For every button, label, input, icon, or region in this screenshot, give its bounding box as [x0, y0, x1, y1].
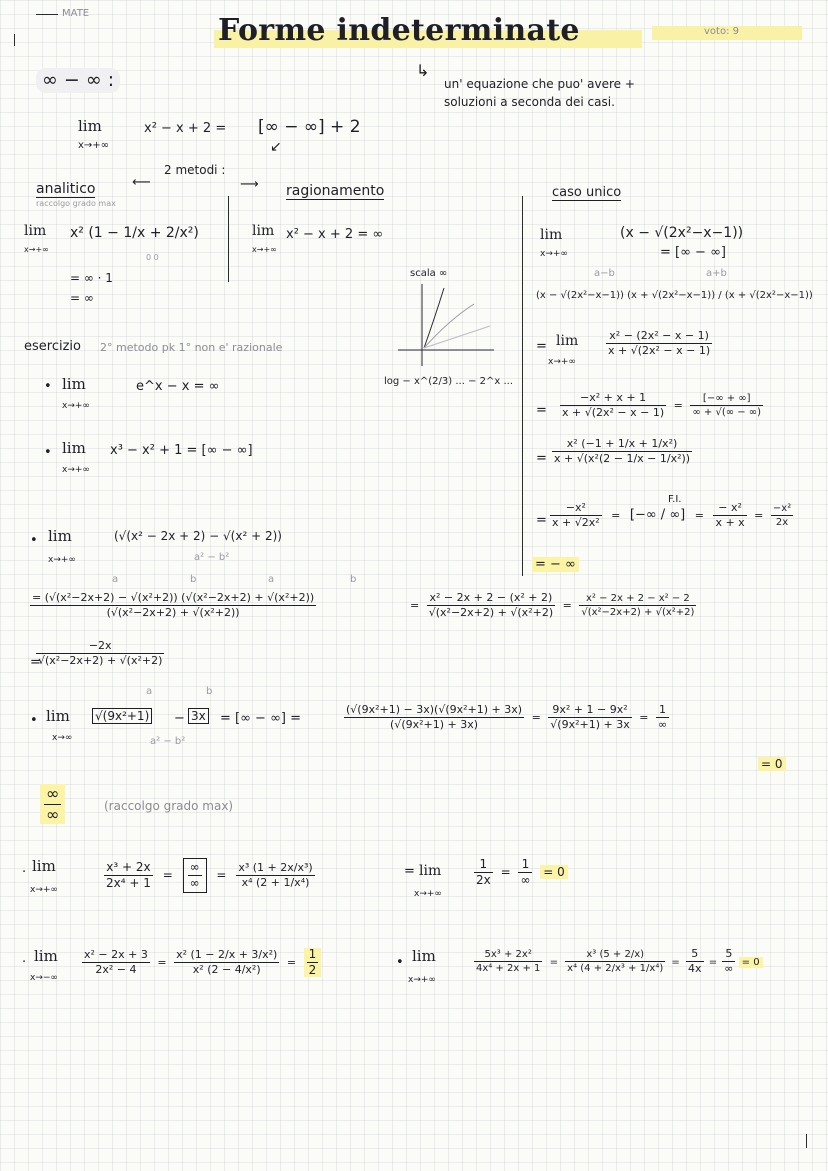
caso-expr: (x − √(2x²−x−1)) — [620, 225, 744, 241]
l2-frac: $\frac{\text{x² − 2x + 3}}{\text{2x² − 4}}$ = $\frac{\text{x² (1 − 2/x + 3/x²)}}{\text{x² (2 − 4/x²)}}$ = $\frac{1}{2}$ — [82, 948, 321, 977]
caso-step2-sub: x→+∞ — [548, 357, 576, 367]
l1-g-num: 1 — [474, 858, 493, 873]
margin-bracket — [14, 34, 15, 46]
e1-expr: e^x − x = ∞ — [136, 379, 220, 394]
inf-heading-den: ∞ — [46, 804, 60, 824]
e4-r-den: √(9x²+1) + 3x — [550, 718, 630, 732]
bullet-l2: · — [22, 955, 27, 970]
e4-b — [188, 710, 209, 723]
l1-result: = 0 — [540, 865, 568, 879]
down-arrow-icon: ↙ — [270, 139, 282, 155]
caso-step5-den: x + √2x² — [552, 516, 600, 530]
e4-inf: ∞ — [657, 718, 668, 732]
l3-result: = 0 — [739, 957, 763, 968]
e3-line1-right: = $\frac{\text{x² − 2x + 2 − (x² + 2)}}{\text{√(x²−2x+2) + √(x²+2)}}$ = $\frac{\text{x² − 2x + 2 − x² − 2}}{\text{√(x²−2x+2) + √(x²+2)}}$ — [410, 591, 695, 620]
l2-f-den: x² (2 − 4/x²) — [192, 963, 261, 977]
e3-lim: lim — [48, 527, 72, 545]
e3-lim-sub: x→+∞ — [48, 555, 76, 565]
bullet-e4: • — [30, 713, 38, 728]
l1-form-num: ∞ — [188, 861, 202, 876]
e2-lim: lim — [62, 439, 86, 457]
note-line-1: un' equazione che puo' avere + — [444, 77, 635, 91]
caso-ab1: a−b — [594, 268, 615, 279]
e3-hint: a² − b² — [194, 552, 230, 563]
section-heading-inf-minus-inf: ∞ − ∞ : — [36, 68, 120, 93]
an-zero: 0 0 — [146, 253, 159, 262]
raccolgo-label: raccolgo grado max — [36, 199, 116, 208]
e3-line1-rr-den: √(x²−2x+2) + √(x²+2) — [581, 607, 695, 619]
analitico-label: analitico — [36, 181, 96, 197]
scala-label: scala ∞ — [410, 268, 448, 279]
e4-lim-sub: x→∞ — [52, 733, 73, 743]
l1-h-den: ∞ — [520, 873, 531, 888]
l3-g-den: 4x — [688, 962, 702, 976]
page-title: Forme indeterminate — [218, 13, 580, 48]
e3-line1-den: (√(x²−2x+2) + √(x²+2)) — [106, 606, 240, 620]
scala-chain: log − x^(2/3) ... − 2^x ... — [384, 376, 513, 387]
caso-divider — [522, 196, 523, 576]
l3-lim: lim — [412, 947, 436, 965]
bullet-l1: · — [22, 865, 27, 880]
caso-step5b-den: x + x — [715, 516, 745, 530]
e1-lim: lim — [62, 375, 86, 393]
e4-a-label: a — [146, 686, 153, 697]
caso-eq1: = [∞ − ∞] — [660, 245, 726, 260]
an-expr: x² (1 − 1/x + 2/x²) — [70, 225, 199, 241]
e3-line1-r-num: x² − 2x + 2 − (x² + 2) — [427, 592, 555, 606]
rag-lim: lim — [252, 223, 275, 239]
e4-result-text: = 0 — [758, 757, 786, 771]
rag-expr: x² − x + 2 = ∞ — [286, 227, 384, 242]
caso-step3-eq: = — [536, 403, 547, 418]
growth-scale-sketch — [394, 280, 498, 372]
e3-line2-den: √(x²−2x+2) + √(x²+2) — [38, 654, 163, 668]
note-arrow-icon: ↳ — [416, 61, 430, 80]
e2-expr: x³ − x² + 1 = [∞ − ∞] — [110, 443, 253, 458]
l2-lim-sub: x→−∞ — [30, 973, 58, 983]
l1-form-den: ∞ — [189, 876, 200, 891]
caso-step2-frac — [606, 330, 712, 357]
l1-h-num: 1 — [518, 858, 532, 873]
top-left-rule — [36, 14, 58, 15]
subject-label: MATE — [62, 8, 90, 19]
l1-frac: $\frac{\text{x³ + 2x}}{\text{2x⁴ + 1}}$ = $\frac{\infty}{\infty}$ = $\frac{\text{x³ (1 + 2x/x³)}}{\text{x⁴ (2 + 1/x⁴)}}$ — [104, 858, 315, 893]
l2-f-num: x² (1 − 2/x + 3/x²) — [174, 949, 279, 963]
caso-step2-eq: = — [536, 339, 547, 354]
bullet-l3: • — [396, 955, 404, 970]
e4-b-box: 3x — [188, 708, 209, 724]
caso-ab2: a+b — [706, 268, 727, 279]
e4-hint: a² − b² — [150, 736, 186, 747]
esercizio-note: 2° metodo pk 1° non e' razionale — [100, 341, 283, 354]
l3-f-den: x⁴ (4 + 2/x³ + 1/x⁴) — [567, 963, 664, 975]
caso-step5c-num: −x² — [772, 503, 792, 515]
e4-r-num: 9x² + 1 − 9x² — [548, 704, 631, 718]
e4-a-box: √(9x²+1) — [92, 708, 152, 724]
infinf-note: (raccolgo grado max) — [104, 799, 234, 813]
e4-one: 1 — [656, 704, 669, 718]
e4-result — [758, 758, 786, 771]
caso-mult: (x − √(2x²−x−1)) (x + √(2x²−x−1)) / (x + √(2x²−x−1)) — [536, 290, 813, 301]
l1-f-den: x⁴ (2 + 1/x⁴) — [241, 876, 310, 890]
esercizio-heading: esercizio — [24, 339, 81, 354]
grade-label: voto: 9 — [704, 26, 739, 37]
caso-heading: caso unico — [552, 185, 622, 200]
e3-line1-num: = (√(x²−2x+2) − √(x²+2)) (√(x²−2x+2) + √(x²+2)) — [30, 592, 316, 606]
e4-minus: − — [174, 711, 185, 726]
e1-lim-sub: x→+∞ — [62, 401, 90, 411]
e4-b-label: b — [206, 686, 213, 697]
caso-step3-den: x + √(2x² − x − 1) — [562, 406, 665, 420]
e3-a2: a — [268, 574, 275, 585]
note-line-2: soluzioni a seconda dei casi. — [444, 95, 615, 109]
l3-f-num: x³ (5 + 2/x) — [565, 949, 665, 962]
caso-step5-form: [−∞ / ∞] — [629, 507, 686, 523]
caso-step5b-num: − x² — [713, 502, 746, 516]
e3-expr: (√(x² − 2x + 2) − √(x² + 2)) — [114, 529, 282, 543]
caso-step3-num: −x² + x + 1 — [560, 392, 666, 406]
l3-g-num: 5 — [686, 948, 704, 962]
e4-a — [92, 710, 152, 723]
l1-eq-lim: = lim — [404, 863, 442, 879]
arrow-right-icon: ⟶ — [240, 177, 259, 192]
caso-step4-eq: = — [536, 451, 547, 466]
e3-b2: b — [350, 574, 357, 585]
caso-step3-form-den: ∞ + √(∞ − ∞) — [692, 407, 762, 419]
an-step2: = ∞ — [70, 291, 94, 305]
an-lim-sub: x→+∞ — [24, 245, 49, 254]
l3-lim-sub: x→+∞ — [408, 975, 436, 985]
an-step1: = ∞ · 1 — [70, 271, 113, 285]
l1-right: $\frac{1}{2x}$ = $\frac{1}{\infty}$ = 0 — [474, 858, 568, 887]
caso-step5-frac: $\frac{\text{−x²}}{\text{x + √2x²}}$ = [−∞ / ∞] = $\frac{\text{− x²}}{x + x}$ = $\frac{\text{−x²}}{2x}$ — [552, 501, 792, 530]
l1-den: 2x⁴ + 1 — [106, 876, 151, 891]
e3-line2-frac — [36, 640, 164, 667]
ragionamento-label: ragionamento — [286, 183, 385, 199]
lim-sub: x→+∞ — [78, 140, 110, 151]
l1-lim: lim — [32, 857, 56, 875]
l1-f-num: x³ (1 + 2x/x³) — [236, 862, 314, 876]
caso-step4-frac — [552, 438, 692, 465]
e3-line2-num: −2x — [36, 640, 164, 654]
caso-step5-num: −x² — [550, 502, 602, 516]
section1-expr: x² − x + 2 = — [144, 121, 227, 136]
e4-num: (√(9x²+1) − 3x)(√(9x²+1) + 3x) — [344, 704, 524, 718]
caso-step3-frac: $\frac{\text{−x² + x + 1}}{\text{x + √(2x² − x − 1)}}$ = $\frac{[-\infty + \infty]}{\infty + √(\infty - \infty)}$ — [562, 391, 762, 420]
l3-den: 4x⁴ + 2x + 1 — [476, 963, 541, 975]
caso-step5-eq: = — [536, 513, 547, 528]
caso-lim: lim — [540, 227, 563, 243]
arrow-left-icon: ⟵ — [132, 175, 151, 190]
l3-h-num: 5 — [722, 948, 735, 962]
caso-lim-sub: x→+∞ — [540, 249, 568, 259]
l3-frac: $\frac{\text{5x³ + 2x²}}{\text{4x⁴ + 2x + 1}}$ = $\frac{\text{x³ (5 + 2/x)}}{\text{x⁴ (4 + 2/x³ + 1/x⁴)}}$ = $\frac{5}{4x}$ = $\frac{5}{\infty}$ = 0 — [474, 948, 763, 975]
caso-result — [532, 558, 579, 572]
inf-over-inf-heading — [40, 784, 65, 824]
l1-g-den: 2x — [476, 873, 491, 888]
an-lim: lim — [24, 223, 47, 239]
caso-step2-lim: lim — [556, 333, 579, 349]
e3-line1-r-den: √(x²−2x+2) + √(x²+2) — [428, 606, 554, 620]
caso-step2-den: x + √(2x² − x − 1) — [608, 344, 711, 358]
caso-step2-num: x² − (2x² − x − 1) — [606, 330, 712, 344]
l3-num: 5x³ + 2x² — [474, 949, 542, 962]
e3-line1-rr-num: x² − 2x + 2 − x² − 2 — [579, 593, 696, 606]
inf-heading-num: ∞ — [46, 784, 60, 803]
caso-result-text: = − ∞ — [532, 557, 579, 572]
bullet-e1: • — [44, 379, 52, 394]
e3-a1: a — [112, 574, 119, 585]
caso-step5c-den: 2x — [775, 517, 789, 529]
page-corner-mark — [806, 1134, 807, 1148]
l1-lim-sub: x→+∞ — [30, 885, 58, 895]
e3-b1: b — [190, 574, 197, 585]
e4-den: (√(9x²+1) + 3x) — [390, 718, 479, 732]
e3-line1-frac — [30, 592, 316, 619]
caso-step3-form-num: [−∞ + ∞] — [690, 393, 763, 406]
caso-step4-den: x + √(x²(2 − 1/x − 1/x²)) — [554, 452, 691, 466]
e4-lim: lim — [46, 707, 70, 725]
e2-lim-sub: x→+∞ — [62, 465, 90, 475]
bullet-e3: • — [30, 533, 38, 548]
l1-num: x³ + 2x — [104, 861, 153, 876]
methods-label: 2 metodi : — [164, 163, 226, 177]
l2-num: x² − 2x + 3 — [82, 949, 150, 963]
l2-den: 2x² − 4 — [95, 963, 137, 977]
e3-line2-eq: = — [30, 655, 41, 670]
l3-h-den: ∞ — [724, 962, 734, 976]
lim-label: lim — [78, 117, 102, 135]
caso-step4-num: x² (−1 + 1/x + 1/x²) — [552, 438, 692, 452]
l1-lim2: lim — [419, 863, 442, 879]
l2-lim: lim — [34, 947, 58, 965]
l2-res-num: 1 — [307, 948, 319, 963]
l2-res-den: 2 — [308, 963, 317, 978]
rag-lim-sub: x→+∞ — [252, 245, 277, 254]
section1-bracket: [∞ − ∞] + 2 — [258, 117, 361, 137]
e4-frac: $\frac{\text{(√(9x²+1) − 3x)(√(9x²+1) + 3x)}}{\text{(√(9x²+1) + 3x)}}$ = $\frac{\text{9x² + 1 − 9x²}}{\text{√(9x²+1) + 3x}}$ = $\frac{1}{\infty}$ — [346, 703, 668, 732]
bullet-e2: • — [44, 445, 52, 460]
e4-form: = [∞ − ∞] = — [220, 711, 302, 726]
method-divider — [228, 196, 229, 282]
caso-ft: F.I. — [668, 494, 682, 505]
l1-lim2-sub: x→+∞ — [414, 889, 442, 899]
